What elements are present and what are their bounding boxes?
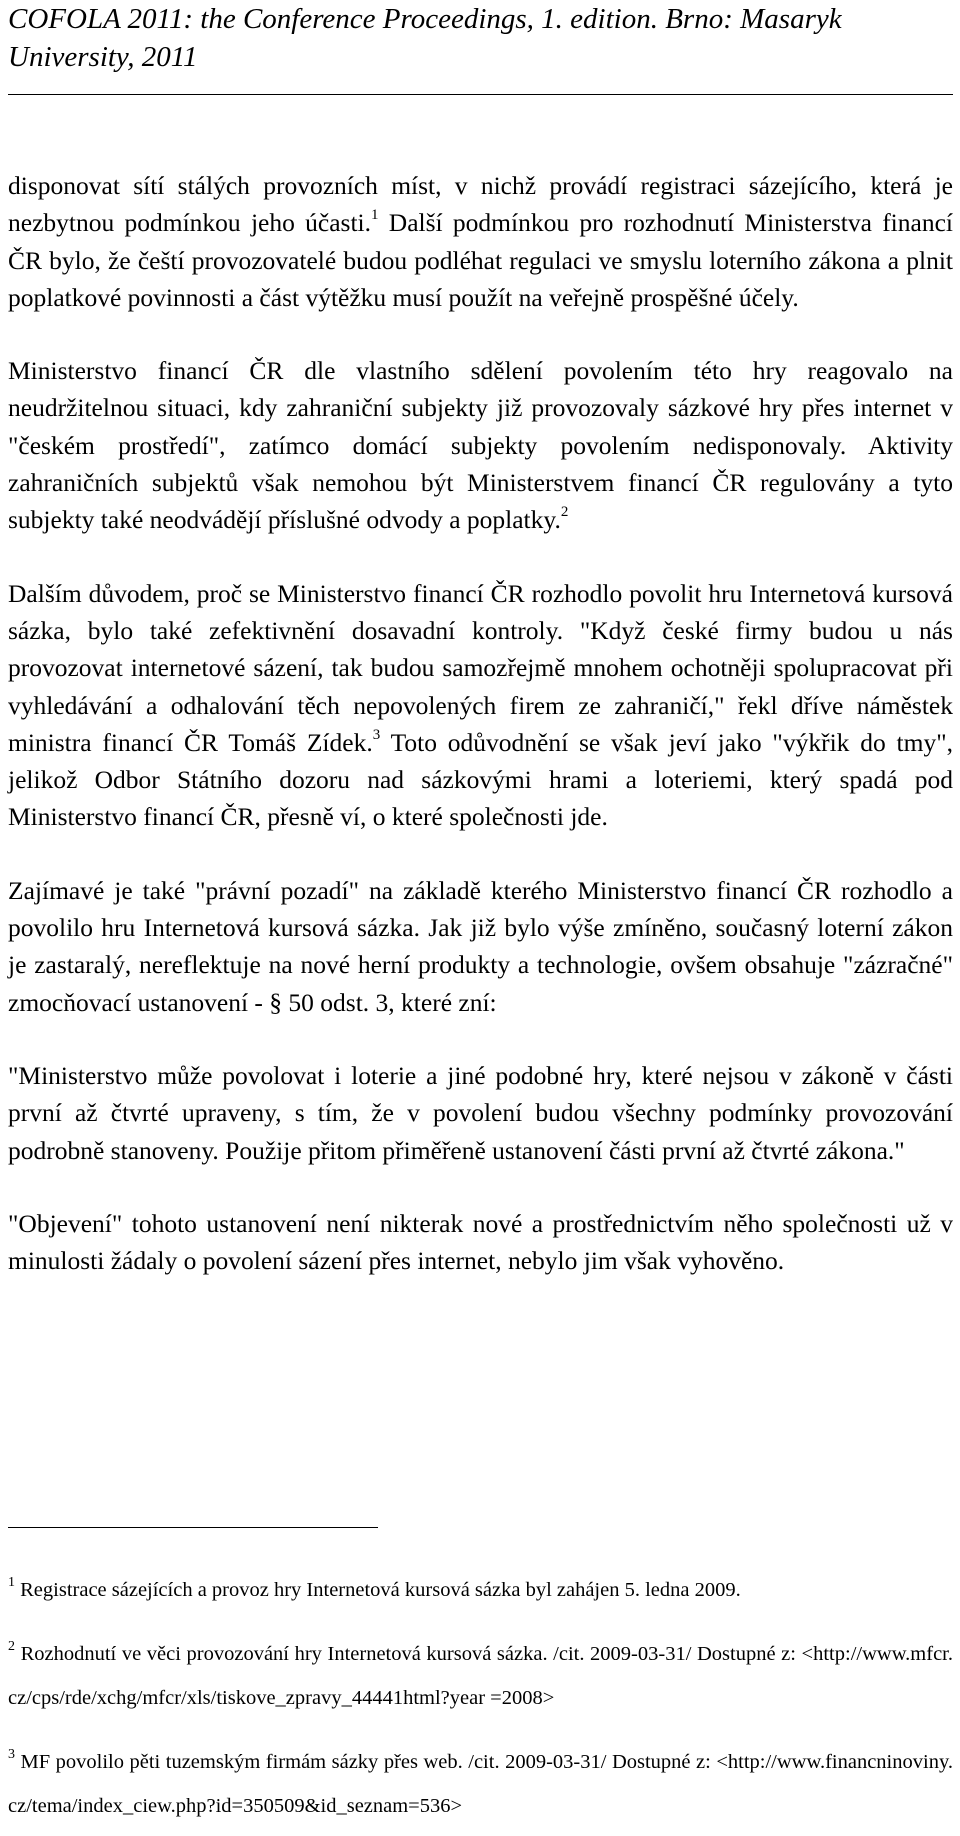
paragraph-2 [8, 352, 953, 538]
footnote-2 [8, 1632, 953, 1720]
paragraph-1 [8, 167, 953, 316]
footnote-1 [8, 1568, 953, 1612]
footnote-3-number: 3 [8, 1747, 15, 1762]
paragraph-1-text-b: Další podmínkou pro rozhodnutí Ministerstva financí ČR bylo, že čeští provozovatelé budou podléhat regulaci ve smyslu loterního zákona a plnit poplatkové povinnosti a část výtěžku musí použít na veřejně prospěšné účely. [8, 208, 953, 312]
paragraph-3 [8, 575, 953, 836]
footnote-2-text: Rozhodnutí ve věci provozování hry Internetová kursová sázka. /cit. 2009-03-31/ Dostupné z: <http://www.mfcr.cz/cps/rde/xchg/mfcr/xls/tiskove_zpravy_44441html?year =2008> [8, 1643, 953, 1709]
footnote-separator [8, 1527, 378, 1528]
footnote-ref-2[interactable]: 2 [560, 504, 569, 521]
header-rule [8, 94, 953, 95]
body-text [8, 167, 953, 1279]
paragraph-6: "Objevení" tohoto ustanovení není nikterak nové a prostřednictvím něho společnosti už v minulosti žádaly o povolení sázení přes internet, nebylo jim však vyhověno. [8, 1208, 953, 1276]
footnote-3 [8, 1740, 953, 1828]
header-citation: COFOLA 2011: the Conference Proceedings, 1. edition. Brno: Masaryk University, 2011 [8, 3, 842, 73]
footnote-1-number: 1 [8, 1575, 15, 1590]
paragraph-4: Zajímavé je také "právní pozadí" na základě kterého Ministerstvo financí ČR rozhodlo a povolilo hru Internetová kursová sázka. Jak již bylo výše zmíněno, současný loterní zákon je zastaralý, nereflektuje na nové herní produkty a technologie, ovšem obsahuje "zázračné" zmocňovací ustanovení - § 50 odst. 3, které zní: [8, 875, 953, 1017]
footnote-ref-3[interactable]: 3 [372, 726, 381, 743]
paragraph-1-text-a: disponovat sítí stálých provozních míst, v nichž provádí registraci sázejícího, která je nezbytnou podmínkou jeho účasti. [8, 171, 953, 238]
footnote-2-number: 2 [8, 1639, 15, 1654]
paragraph-3-text-b: Toto odůvodnění se však jeví jako "výkřik do tmy", jelikož Odbor Státního dozoru nad sázkovými hrami a loteriemi, který spadá pod Ministerstvo financí ČR, přesně ví, o které společnosti jde. [8, 727, 953, 832]
running-header [8, 0, 953, 76]
paragraph-2-text: Ministerstvo financí ČR dle vlastního sdělení povolením této hry reagovalo na neudržitelnou situaci, kdy zahraniční subjekty již provozovaly sázkové hry přes internet v "českém prostředí", zatímco domácí subjekty povolením nedisponovaly. Aktivity zahraničních subjektů však nemohou být Ministerstvem financí ČR regulovány a tyto subjekty také neodvádějí příslušné odvody a poplatky. [8, 356, 953, 535]
paragraph-5-quote: "Ministerstvo může povolovat i loterie a jiné podobné hry, které nejsou v zákoně v části první až čtvrté upraveny, s tím, že v povolení budou všechny podmínky provozování podrobně stanoveny. Použije přitom přiměřeně ustanovení části první až čtvrté zákona." [8, 1060, 953, 1165]
footnote-3-text: MF povolilo pěti tuzemským firmám sázky přes web. /cit. 2009-03-31/ Dostupné z: <http://www.financninoviny.cz/tema/index_ciew.php?id=350509&id_seznam=536> [8, 1751, 953, 1817]
footnotes [8, 1568, 953, 1828]
paragraph-3-text-a: Dalším důvodem, proč se Ministerstvo financí ČR rozhodlo povolit hru Internetová kursová sázka, bylo také zefektivnění dosavadní kontroly. "Když české firmy budou u nás provozovat internetové sázení, tak budou samozřejmě mnohem ochotněji spolupracovat při vyhledávání a odhalování těch nepovolených firem ze zahraničí," řekl dříve náměstek ministra financí ČR Tomáš Zídek. [8, 578, 953, 757]
footnote-1-text: Registrace sázejících a provoz hry Internetová kursová sázka byl zahájen 5. ledna 2009. [20, 1579, 741, 1601]
footnote-ref-1[interactable]: 1 [371, 207, 379, 224]
